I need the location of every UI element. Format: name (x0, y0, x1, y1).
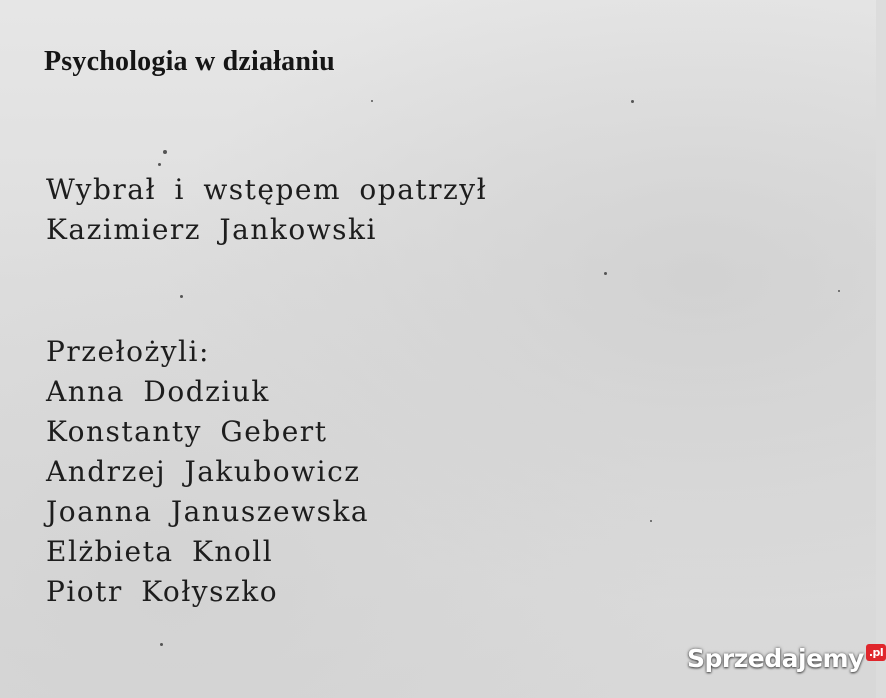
translator-name: Anna Dodziuk (46, 375, 270, 408)
print-speck (650, 520, 652, 522)
book-title: Psychologia w działaniu (44, 46, 335, 77)
translators-heading: Przełożyli: (46, 335, 210, 368)
translator-name: Piotr Kołyszko (46, 575, 279, 608)
translators-list (46, 332, 369, 612)
watermark-text: Sprzedajemy (687, 644, 864, 673)
print-speck (631, 100, 634, 103)
watermark-badge: .pl (866, 644, 886, 661)
print-speck (158, 163, 161, 166)
editor-name: Kazimierz Jankowski (46, 213, 377, 246)
print-speck (163, 150, 167, 154)
editor-credit-line: Wybrał i wstępem opatrzył (46, 173, 488, 206)
print-speck (180, 295, 183, 298)
translator-name: Elżbieta Knoll (46, 535, 274, 568)
editor-credit (46, 170, 487, 250)
sprzedajemy-watermark (687, 644, 886, 678)
print-speck (160, 643, 163, 646)
print-speck (838, 290, 840, 292)
translator-name: Joanna Januszewska (46, 495, 370, 528)
print-speck (604, 272, 607, 275)
translator-name: Andrzej Jakubowicz (46, 455, 361, 488)
translator-name: Konstanty Gebert (46, 415, 328, 448)
print-speck (371, 100, 373, 102)
